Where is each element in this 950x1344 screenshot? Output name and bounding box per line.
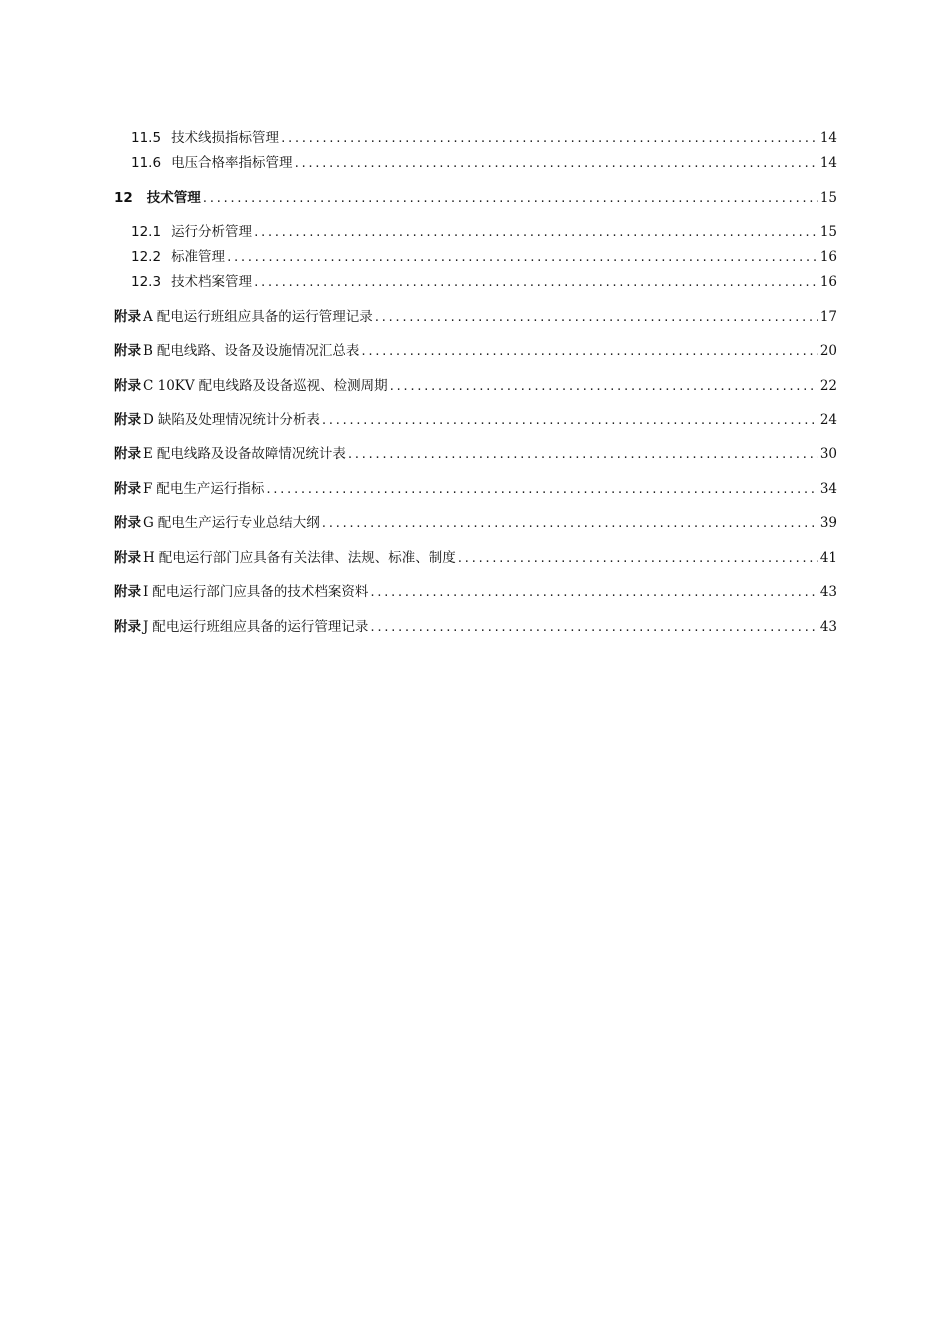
toc-entry-appendix-h[interactable]: [114, 549, 837, 567]
toc-entry-title: 配电运行部门应具备有关法律、法规、标准、制度: [158, 550, 456, 566]
toc-appendix-prefix: 附录: [114, 446, 141, 462]
toc-entry-12[interactable]: [114, 189, 837, 207]
toc-page-number: 16: [819, 274, 837, 290]
toc-entry-appendix-f[interactable]: [114, 480, 837, 498]
toc-dot-leader: [227, 248, 818, 266]
toc-dot-leader: [322, 514, 818, 532]
toc-page-number: 16: [819, 249, 837, 265]
toc-dot-leader: [361, 342, 817, 360]
toc-entry-title: 配电线路、设备及设施情况汇总表: [156, 343, 360, 359]
toc-entry-appendix-e[interactable]: [114, 445, 837, 463]
toc-dot-leader: [375, 308, 818, 326]
toc-entry-12-3[interactable]: [131, 273, 837, 291]
toc-entry-title: 运行分析管理: [171, 224, 253, 240]
toc-dot-leader: [266, 480, 817, 498]
toc-appendix-prefix: 附录: [114, 619, 141, 635]
toc-page-number: 30: [819, 446, 837, 462]
toc-section-number: 11.5: [131, 130, 162, 146]
toc-entry-title: 电压合格率指标管理: [171, 155, 293, 171]
toc-entry-title: 配电线路及设备巡视、检测周期: [198, 378, 388, 394]
toc-entry-title: 技术管理: [146, 190, 201, 206]
toc-page-number: 17: [819, 309, 837, 325]
toc-appendix-code: D: [143, 412, 154, 428]
toc-page-number: 14: [819, 155, 837, 171]
toc-section-number: 12: [114, 190, 133, 206]
toc-entry-appendix-d[interactable]: [114, 411, 837, 429]
toc-entry-title: 配电生产运行专业总结大纲: [157, 515, 320, 531]
toc-dot-leader: [370, 618, 817, 636]
toc-appendix-code: G: [143, 515, 154, 531]
toc-page-number: 20: [819, 343, 837, 359]
toc-entry-appendix-i[interactable]: [114, 583, 837, 601]
toc-page-number: 15: [819, 224, 837, 240]
toc-entry-appendix-b[interactable]: [114, 342, 837, 360]
toc-page-number: 34: [819, 481, 837, 497]
toc-dot-leader: [295, 154, 818, 172]
toc-page-number: 22: [819, 378, 837, 394]
toc-entry-11-5[interactable]: [131, 129, 837, 147]
toc-entry-appendix-j[interactable]: [114, 618, 837, 636]
toc-appendix-prefix: 附录: [114, 481, 141, 497]
toc-appendix-prefix: 附录: [114, 343, 141, 359]
toc-section-number: 12.3: [131, 274, 162, 290]
toc-appendix-prefix: 附录: [114, 584, 141, 600]
toc-appendix-code: I: [143, 584, 149, 600]
toc-page-number: 15: [819, 190, 837, 206]
toc-page-number: 14: [819, 130, 837, 146]
toc-entry-12-2[interactable]: [131, 248, 837, 266]
toc-dot-leader: [203, 189, 818, 207]
toc-page-number: 41: [819, 550, 837, 566]
toc-entry-title: 配电生产运行指标: [156, 481, 265, 497]
toc-entry-appendix-a[interactable]: [114, 308, 837, 326]
toc-appendix-code: E: [143, 446, 153, 462]
toc-section-number: 12.2: [131, 249, 162, 265]
toc-entry-title: 技术线损指标管理: [171, 130, 280, 146]
toc-appendix-prefix: 附录: [114, 309, 141, 325]
toc-section-number: 12.1: [131, 224, 162, 240]
toc-appendix-prefix: 附录: [114, 515, 141, 531]
toc-section-number: 11.6: [131, 155, 162, 171]
toc-entry-appendix-c[interactable]: [114, 377, 837, 395]
toc-appendix-prefix: 附录: [114, 378, 141, 394]
toc-appendix-code: B: [143, 343, 153, 359]
toc-dot-leader: [458, 549, 818, 567]
toc-entry-appendix-g[interactable]: [114, 514, 837, 532]
toc-dot-leader: [254, 223, 818, 241]
toc-dot-leader: [348, 445, 818, 463]
toc-entry-11-6[interactable]: [131, 154, 837, 172]
toc-entry-title: 标准管理: [171, 249, 226, 265]
toc-dot-leader: [322, 411, 818, 429]
toc-entry-title: 技术档案管理: [171, 274, 253, 290]
toc-dot-leader: [370, 583, 817, 601]
toc-entry-title: 配电运行班组应具备的运行管理记录: [156, 309, 373, 325]
toc-appendix-code: J: [143, 619, 149, 635]
toc-appendix-prefix: 附录: [114, 550, 141, 566]
toc-entry-title: 配电线路及设备故障情况统计表: [156, 446, 346, 462]
toc-entry-title: 缺陷及处理情况统计分析表: [157, 412, 320, 428]
toc-dot-leader: [254, 273, 818, 291]
toc-appendix-code: H: [143, 550, 155, 566]
toc-dot-leader: [281, 129, 818, 147]
toc-page-number: 43: [819, 584, 837, 600]
toc-entry-12-1[interactable]: [131, 223, 837, 241]
toc-page-number: 43: [819, 619, 837, 635]
toc-appendix-code: C 10KV: [143, 378, 195, 394]
toc-entry-title: 配电运行班组应具备的运行管理记录: [152, 619, 369, 635]
toc-appendix-prefix: 附录: [114, 412, 141, 428]
toc-entry-title: 配电运行部门应具备的技术档案资料: [152, 584, 369, 600]
toc-dot-leader: [390, 377, 818, 395]
toc-page-number: 24: [819, 412, 837, 428]
toc-page-number: 39: [819, 515, 837, 531]
toc-appendix-code: F: [143, 481, 153, 497]
toc-appendix-code: A: [143, 309, 153, 325]
